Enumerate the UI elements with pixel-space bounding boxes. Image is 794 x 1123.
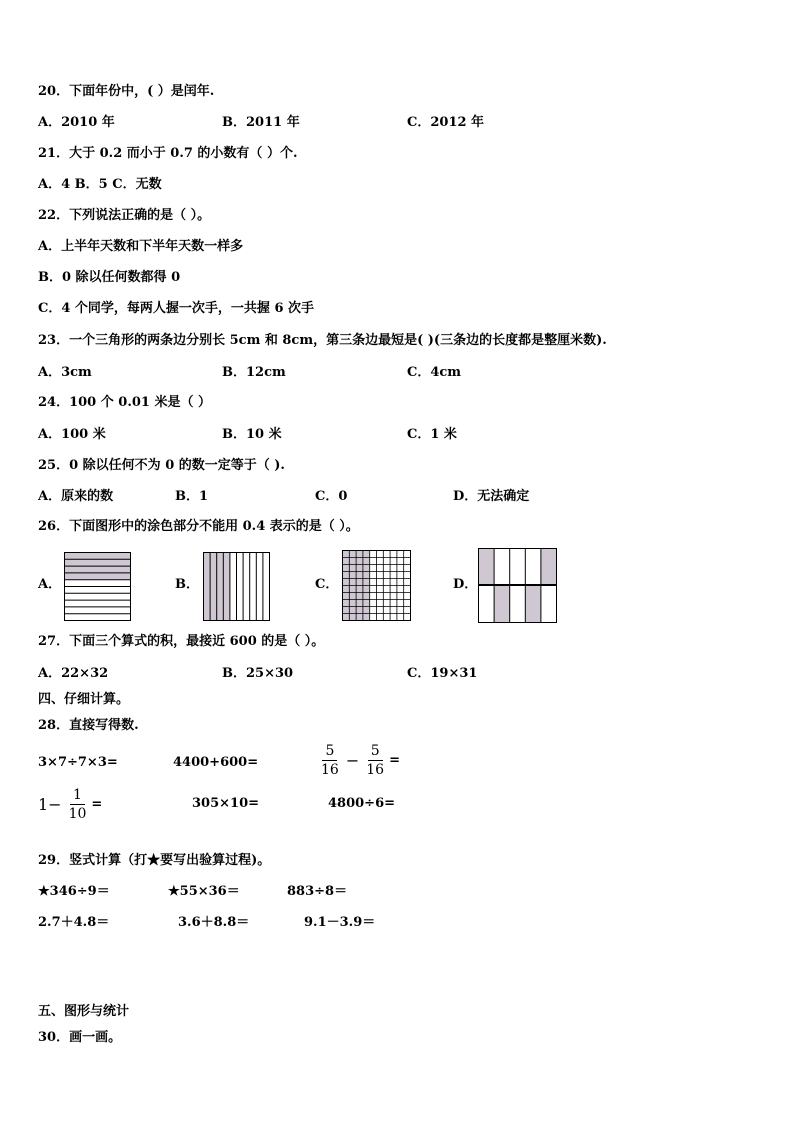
q27-option-b: B．25×30 [222, 666, 294, 681]
fraction-numerator: 5 [322, 742, 337, 761]
q29-expr-2: ★55×36＝ [168, 884, 240, 899]
q26-option-c: C． [315, 577, 339, 592]
figure-c-hundred-grid [342, 550, 412, 622]
q27-option-c: C．19×31 [407, 666, 478, 681]
q20-option-c: C．2012 年 [407, 115, 485, 130]
q24-option-b: B．10 米 [222, 427, 282, 442]
q26-option-d: D． [453, 577, 478, 592]
q29-expr-1: ★346÷9＝ [38, 884, 110, 899]
q25-option-a: A．原来的数 [38, 489, 114, 504]
q23-option-c: C．4cm [407, 365, 462, 380]
fraction-numerator: 1 [70, 786, 85, 805]
q21-stem: 21．大于 0.2 而小于 0.7 的小数有（ ）个. [38, 146, 298, 161]
q28-expr-6: 4800÷6= [328, 796, 396, 811]
q29-expr-3: 883÷8＝ [287, 884, 348, 899]
q20-option-b: B．2011 年 [222, 115, 300, 130]
fraction-denominator: 10 [68, 806, 87, 822]
fraction-denominator: 16 [366, 762, 385, 778]
figure-a-horizontal-strips [64, 552, 132, 622]
q25-option-c: C．0 [315, 489, 348, 504]
q24-stem: 24．100 个 0.01 米是（ ） [38, 395, 211, 410]
q28-stem: 28．直接写得数. [38, 718, 139, 733]
q28-expr-5: 305×10= [192, 796, 260, 811]
figure-b-vertical-strips [203, 552, 271, 622]
q23-stem: 23．一个三角形的两条边分别长 5cm 和 8cm，第三条边最短是( )(三条边的长度都是整厘米数). [38, 333, 607, 348]
section-4-heading: 四、仔细计算。 [38, 692, 130, 707]
section-5-heading: 五、图形与统计 [38, 1004, 130, 1019]
q22-stem: 22．下列说法正确的是（ ）。 [38, 208, 211, 223]
equals-sign: = [389, 753, 400, 768]
q23-option-a: A．3cm [38, 365, 92, 380]
q22-option-b: B．0 除以任何数都得 0 [38, 270, 181, 285]
q21-options: A．4 B．5 C．无数 [38, 177, 162, 192]
figure-d-ten-cells [478, 548, 558, 624]
fraction-denominator: 16 [321, 762, 339, 778]
q25-option-d: D．无法确定 [453, 489, 530, 504]
q20-stem: 20．下面年份中，( ）是闰年. [38, 84, 215, 99]
q27-stem: 27．下面三个算式的积，最接近 600 的是（ ）。 [38, 634, 325, 649]
one-minus: 1− [38, 795, 62, 814]
q26-stem: 26．下面图形中的涂色部分不能用 0.4 表示的是（ ）。 [38, 519, 359, 534]
q24-option-c: C．1 米 [407, 427, 457, 442]
q24-option-a: A．100 米 [38, 427, 106, 442]
q25-stem: 25．0 除以任何不为 0 的数一定等于（ ). [38, 458, 285, 473]
q22-option-c: C．4 个同学，每两人握一次手，一共握 6 次手 [38, 301, 315, 316]
q30-stem: 30．画一画。 [38, 1030, 122, 1045]
q26-option-a: A． [38, 577, 62, 592]
q29-stem: 29．竖式计算（打★要写出验算过程)。 [38, 853, 271, 868]
q26-option-b: B． [175, 577, 199, 592]
q28-expr-3 [316, 742, 400, 779]
q29-expr-6: 9.1－3.9＝ [304, 915, 376, 930]
q22-option-a: A．上半年天数和下半年天数一样多 [38, 239, 244, 254]
q28-expr-1: 3×7÷7×3= [38, 755, 118, 770]
equals-sign: = [91, 797, 103, 812]
q27-option-a: A．22×32 [38, 666, 109, 681]
q29-expr-4: 2.7＋4.8＝ [38, 915, 110, 930]
q23-option-b: B．12cm [222, 365, 286, 380]
fraction-numerator: 5 [368, 742, 383, 761]
q20-option-a: A．2010 年 [38, 115, 115, 130]
minus-sign: − [345, 751, 360, 770]
q29-expr-5: 3.6＋8.8＝ [178, 915, 250, 930]
q28-expr-2: 4400+600= [173, 755, 259, 770]
q25-option-b: B．1 [175, 489, 209, 504]
q28-expr-4 [36, 786, 102, 823]
